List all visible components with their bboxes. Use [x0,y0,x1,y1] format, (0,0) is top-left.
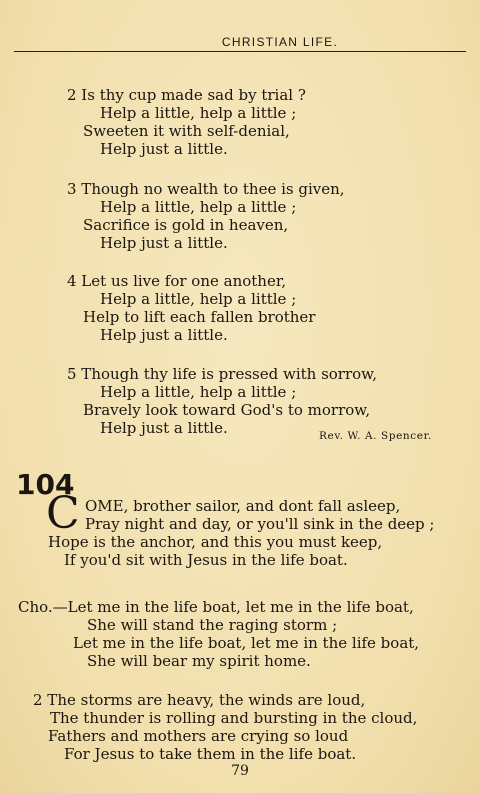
chorus-line: Cho.—Let me in the life boat, let me in the life boat, [18,598,414,616]
verse-line: Sacrifice is gold in heaven, [83,216,289,234]
verse-line: Hope is the anchor, and this you must keep, [48,533,383,551]
running-header: CHRISTIAN LIFE. [221,35,339,49]
hymn-number: 104 [16,468,75,501]
verse-line: The thunder is rolling and bursting in the cloud, [50,709,418,727]
verse-line: 4 Let us live for one another, [67,272,287,290]
chorus-line: She will bear my spirit home. [87,652,311,670]
chorus-line: She will stand the raging storm ; [87,616,338,634]
verse-line: Help a little, help a little ; [100,290,297,308]
verse-line: 2 Is thy cup made sad by trial ? [67,86,306,104]
verse-line: Sweeten it with self-denial, [83,122,290,140]
verse-line: Help just a little. [100,326,228,344]
verse-line: 5 Though thy life is pressed with sorrow, [67,365,377,383]
verse-line: For Jesus to take them in the life boat. [64,745,357,763]
verse-line: Help just a little. [100,140,228,158]
verse-line: Help a little, help a little ; [100,104,297,122]
header-rule [14,51,466,52]
verse-line: 2 The storms are heavy, the winds are loud, [33,691,366,709]
verse-line: Pray night and day, or you'll sink in the deep ; [85,515,435,533]
verse-line: Bravely look toward God's to morrow, [83,401,371,419]
verse-line: If you'd sit with Jesus in the life boat. [64,551,348,569]
verse-line: Help just a little. [100,419,228,437]
author-attribution: Rev. W. A. Spencer. [319,430,432,442]
verse-line: Help just a little. [100,234,228,252]
verse-line: Help a little, help a little ; [100,383,297,401]
chorus-line: Let me in the life boat, let me in the life boat, [73,634,420,652]
verse-line: OME, brother sailor, and dont fall asleep, [85,497,401,515]
verse-line: Fathers and mothers are crying so loud [48,727,349,745]
page-number: 79 [231,763,249,779]
verse-line: Help a little, help a little ; [100,198,297,216]
verse-line: 3 Though no wealth to thee is given, [67,180,345,198]
verse-line: Help to lift each fallen brother [83,308,316,326]
drop-cap: C [46,488,80,539]
